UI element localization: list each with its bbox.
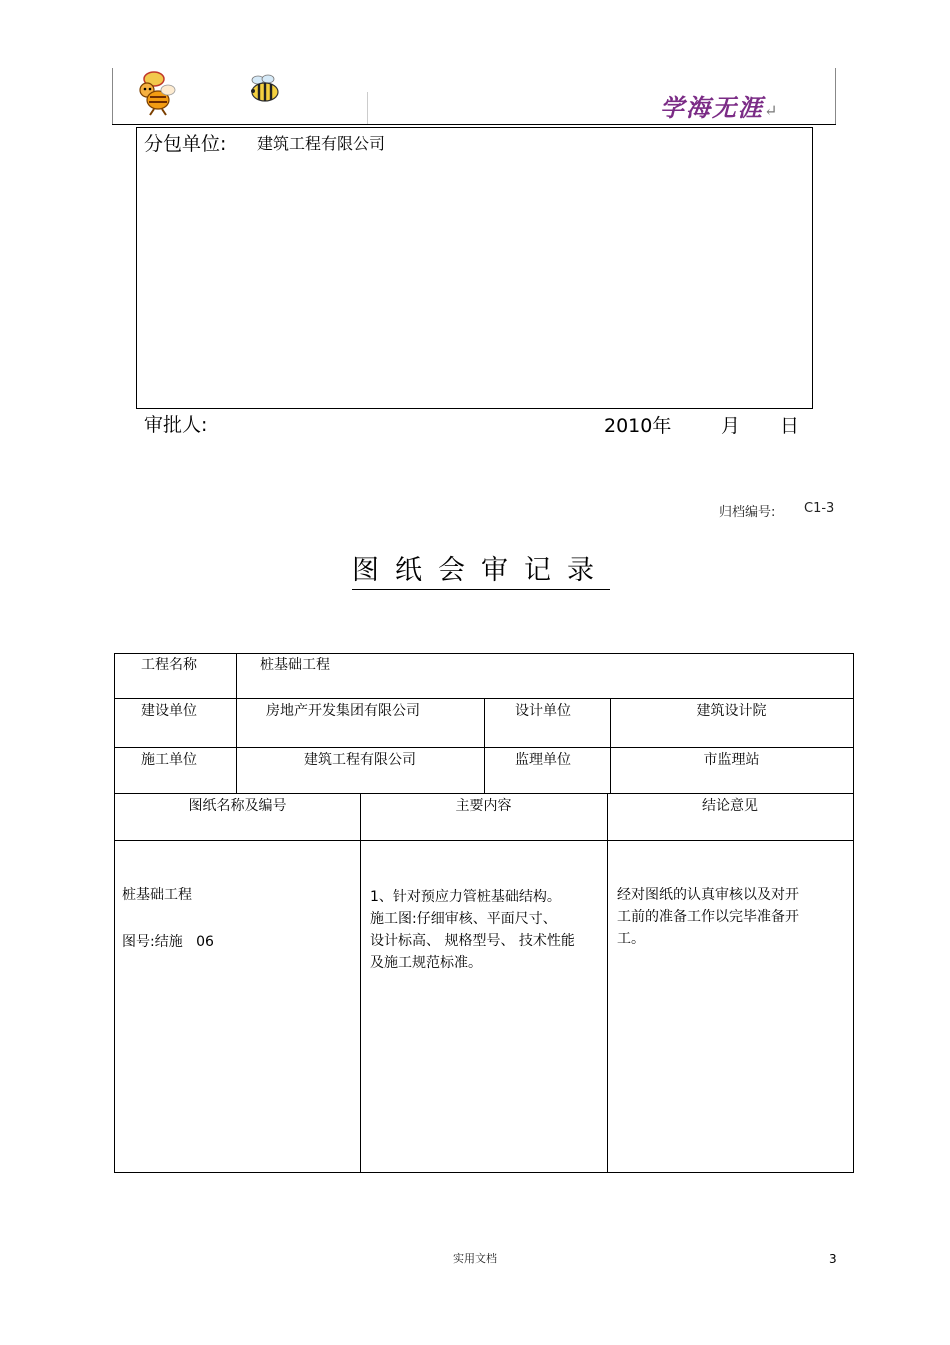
designer-value: 建筑设计院 xyxy=(696,703,767,719)
table-rule xyxy=(115,840,853,841)
drawing-name: 桩基础工程 xyxy=(122,887,192,903)
date-year: 2010年 xyxy=(604,415,672,437)
content-line: 设计标高、 规格型号、 技术性能 xyxy=(370,933,575,949)
footer-text: 实用文档 xyxy=(453,1252,497,1265)
content-line: 1、针对预应力管桩基础结构。 xyxy=(370,889,561,905)
drawing-number: 图号:结施 06 xyxy=(122,934,214,950)
header-slogan: 学海无涯↵ xyxy=(660,93,780,122)
col-content-header: 主要内容 xyxy=(455,798,512,814)
conclusion-line: 工前的准备工作以完毕准备开 xyxy=(617,909,799,925)
archive-label: 归档编号: xyxy=(719,505,776,520)
archive-number: C1-3 xyxy=(804,501,835,516)
conclusion-line: 经对图纸的认真审核以及对开 xyxy=(617,887,799,903)
subcontractor-value: 建筑工程有限公司 xyxy=(257,134,386,153)
page-number: 3 xyxy=(829,1252,837,1266)
main-content xyxy=(370,886,602,974)
header-divider xyxy=(367,92,368,124)
header-border-left xyxy=(112,68,113,124)
header-border-right xyxy=(835,68,836,124)
document-title: 图纸会审记录 xyxy=(352,548,610,590)
content-line: 施工图:仔细审核、平面尺寸、 xyxy=(370,911,557,927)
review-record-table xyxy=(114,653,854,1173)
conclusion xyxy=(617,884,849,950)
bee-mascot-icon xyxy=(132,70,182,116)
supervisor-label: 监理单位 xyxy=(515,752,571,768)
owner-value: 房地产开发集团有限公司 xyxy=(266,703,420,719)
date-day: 日 xyxy=(780,415,800,437)
content-line: 及施工规范标准。 xyxy=(370,955,482,971)
table-rule xyxy=(607,793,608,1173)
subcontractor-label: 分包单位: xyxy=(144,133,227,155)
approver-label: 审批人: xyxy=(144,414,208,436)
project-name-label: 工程名称 xyxy=(141,657,197,673)
builder-value: 建筑工程有限公司 xyxy=(304,752,416,768)
header-rule xyxy=(112,124,836,125)
conclusion-line: 工。 xyxy=(617,931,645,947)
table-rule xyxy=(484,698,485,793)
table-rule xyxy=(360,793,361,1173)
designer-label: 设计单位 xyxy=(515,703,571,719)
col-drawing-header: 图纸名称及编号 xyxy=(188,798,287,814)
owner-label: 建设单位 xyxy=(141,703,197,719)
table-rule xyxy=(236,654,237,793)
supervisor-value: 市监理站 xyxy=(703,752,760,768)
date-month: 月 xyxy=(721,415,741,437)
table-rule xyxy=(115,793,853,794)
subcontractor-box xyxy=(136,127,813,409)
small-bee-icon xyxy=(244,72,284,106)
col-conclusion-header: 结论意见 xyxy=(702,798,758,814)
project-name-value: 桩基础工程 xyxy=(260,657,330,673)
builder-label: 施工单位 xyxy=(141,752,197,768)
